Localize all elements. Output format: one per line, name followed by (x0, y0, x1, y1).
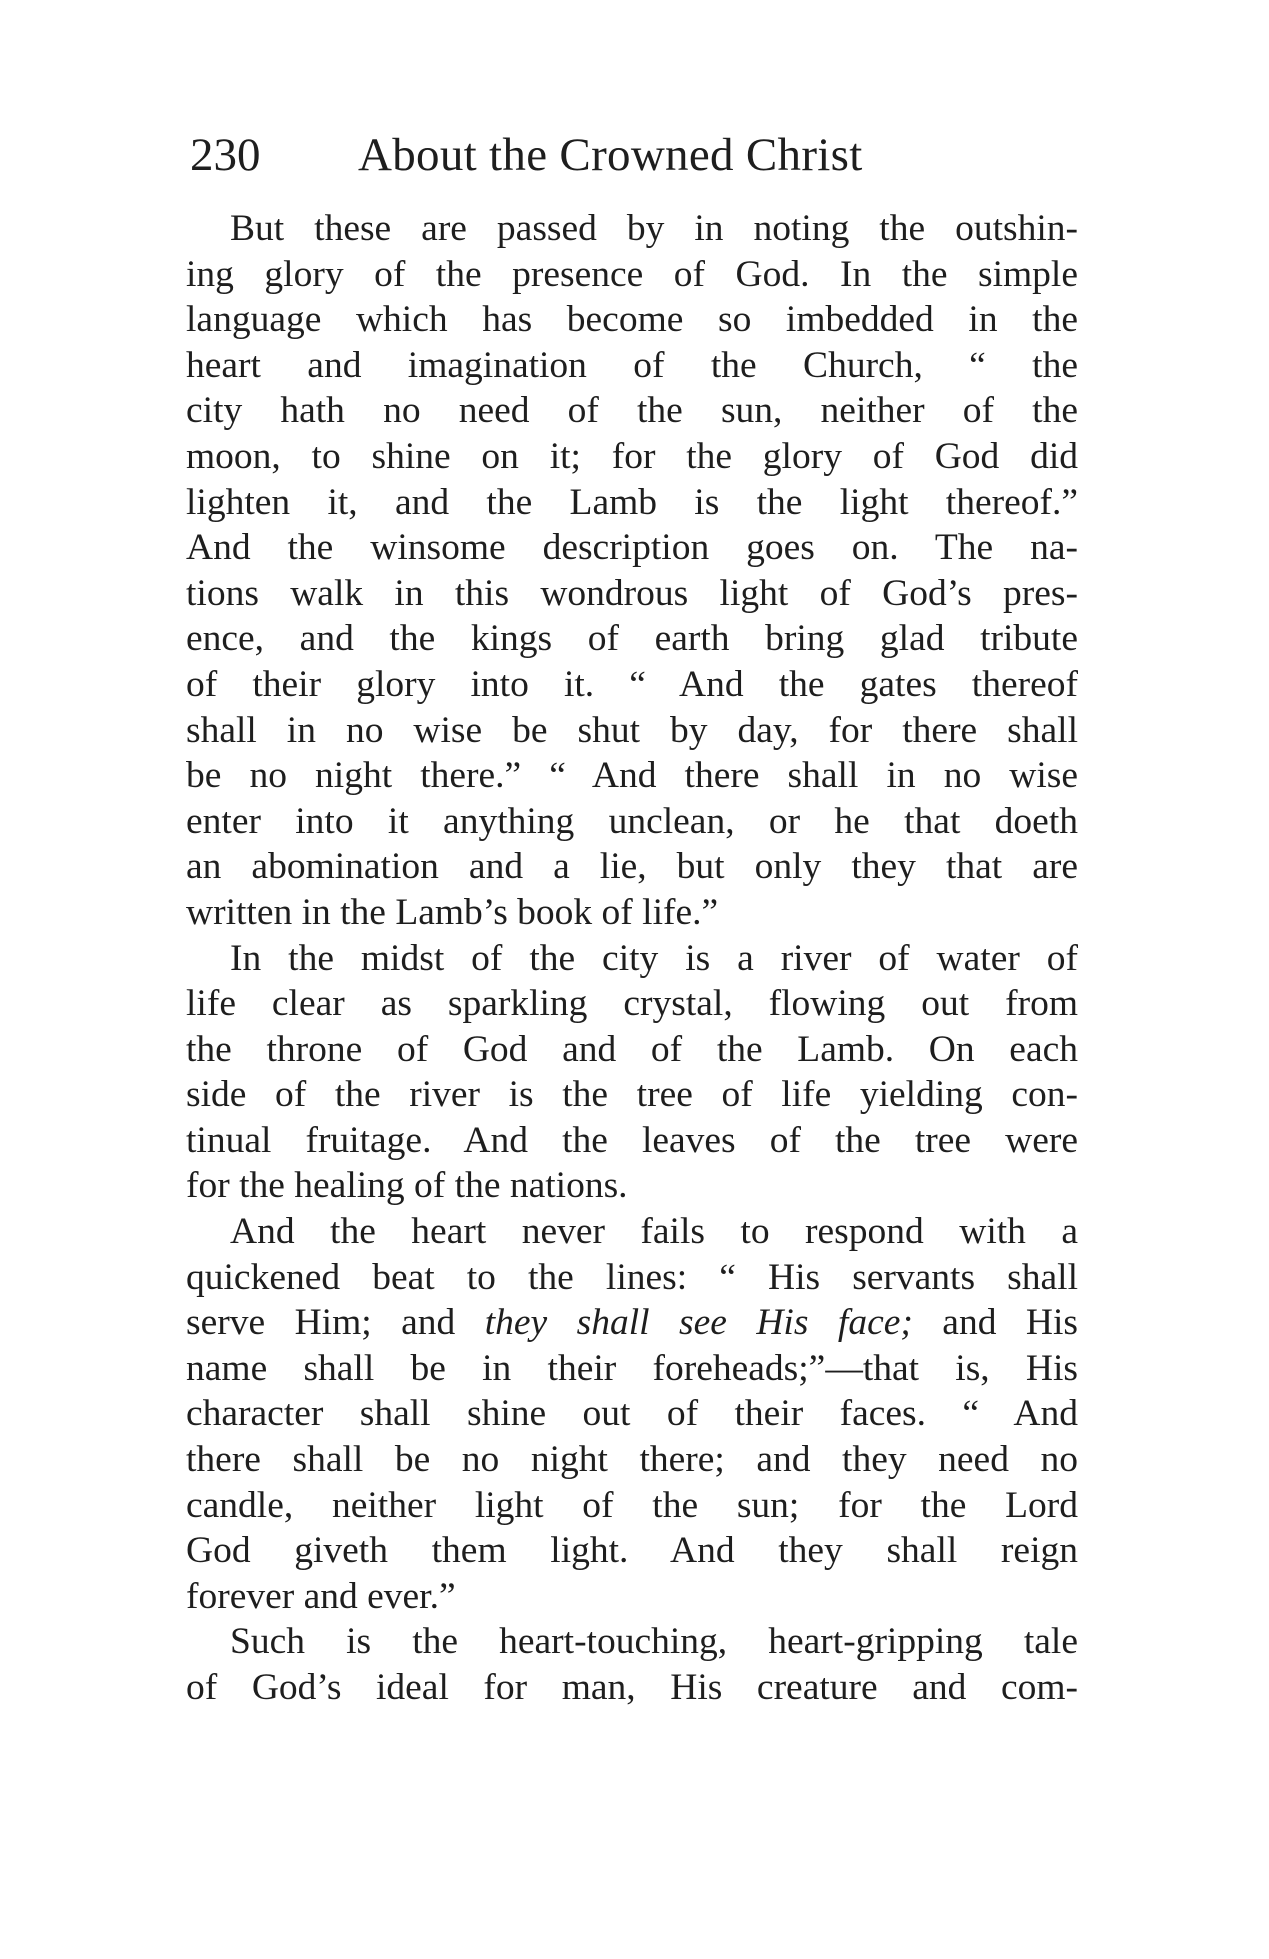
text-line: heart and imagination of the Church, “ the (186, 344, 1078, 386)
text-line: But these are passed by in noting the outshin- (230, 208, 1078, 249)
paragraph (186, 1619, 1078, 1710)
text-run: and His (912, 1302, 1078, 1344)
text-line: tinual fruitage. And the leaves of the tree were (186, 1119, 1078, 1161)
text-line: ence, and the kings of earth bring glad tribute (186, 618, 1078, 660)
text-line: character shall shine out of their faces. “ And (186, 1393, 1078, 1435)
text-line: there shall be no night there; and they need no (186, 1439, 1078, 1481)
paragraph (186, 1209, 1078, 1619)
text-line: God giveth them light. And they shall reign (186, 1530, 1078, 1572)
paragraph (186, 936, 1078, 1210)
text-line: language which has become so imbedded in the (186, 299, 1078, 341)
text-line: moon, to shine on it; for the glory of God did (186, 435, 1078, 477)
running-head (190, 120, 1090, 190)
text-line: shall in no wise be shut by day, for there shall (186, 709, 1078, 751)
text-line: of their glory into it. “ And the gates thereof (186, 663, 1078, 705)
text-line: be no night there.” “ And there shall in no wise (186, 755, 1078, 797)
running-title: About the Crowned Christ (358, 129, 863, 181)
text-line: tions walk in this wondrous light of God’s pres- (186, 572, 1078, 614)
italic-phrase: they shall see His face; (484, 1302, 913, 1344)
text-line: name shall be in their foreheads;”—that is, His (186, 1347, 1078, 1389)
text-line: quickened beat to the lines: “ His servants shall (186, 1256, 1078, 1298)
text-line: Such is the heart-touching, heart-gripping tale (230, 1621, 1078, 1663)
text-line: ing glory of the presence of God. In the simple (186, 253, 1078, 295)
text-line-mixed (186, 1300, 1078, 1346)
text-line: of God’s ideal for man, His creature and com- (186, 1667, 1078, 1708)
text-line: the throne of God and of the Lamb. On each (186, 1028, 1078, 1070)
text-line: lighten it, and the Lamb is the light thereof.” (186, 481, 1078, 523)
text-line: side of the river is the tree of life yielding con- (186, 1074, 1078, 1116)
text-line: enter into it anything unclean, or he that doeth (186, 800, 1078, 842)
text-line: And the winsome description goes on. The na- (186, 527, 1078, 569)
text-line: forever and ever.” (186, 1575, 456, 1617)
text-line: life clear as sparkling crystal, flowing out from (186, 983, 1078, 1025)
body-text (186, 206, 1078, 1711)
text-line: for the healing of the nations. (186, 1165, 628, 1207)
text-line: And the heart never fails to respond with a (230, 1211, 1078, 1253)
text-line: city hath no need of the sun, neither of the (186, 390, 1078, 432)
paragraph (186, 206, 1078, 936)
text-line: candle, neither light of the sun; for the Lord (186, 1484, 1078, 1526)
text-line: In the midst of the city is a river of water of (230, 937, 1078, 979)
page-number: 230 (190, 129, 261, 181)
text-run: serve Him; and (186, 1302, 485, 1344)
text-line: an abomination and a lie, but only they that are (186, 846, 1078, 888)
text-line: written in the Lamb’s book of life.” (186, 891, 719, 933)
